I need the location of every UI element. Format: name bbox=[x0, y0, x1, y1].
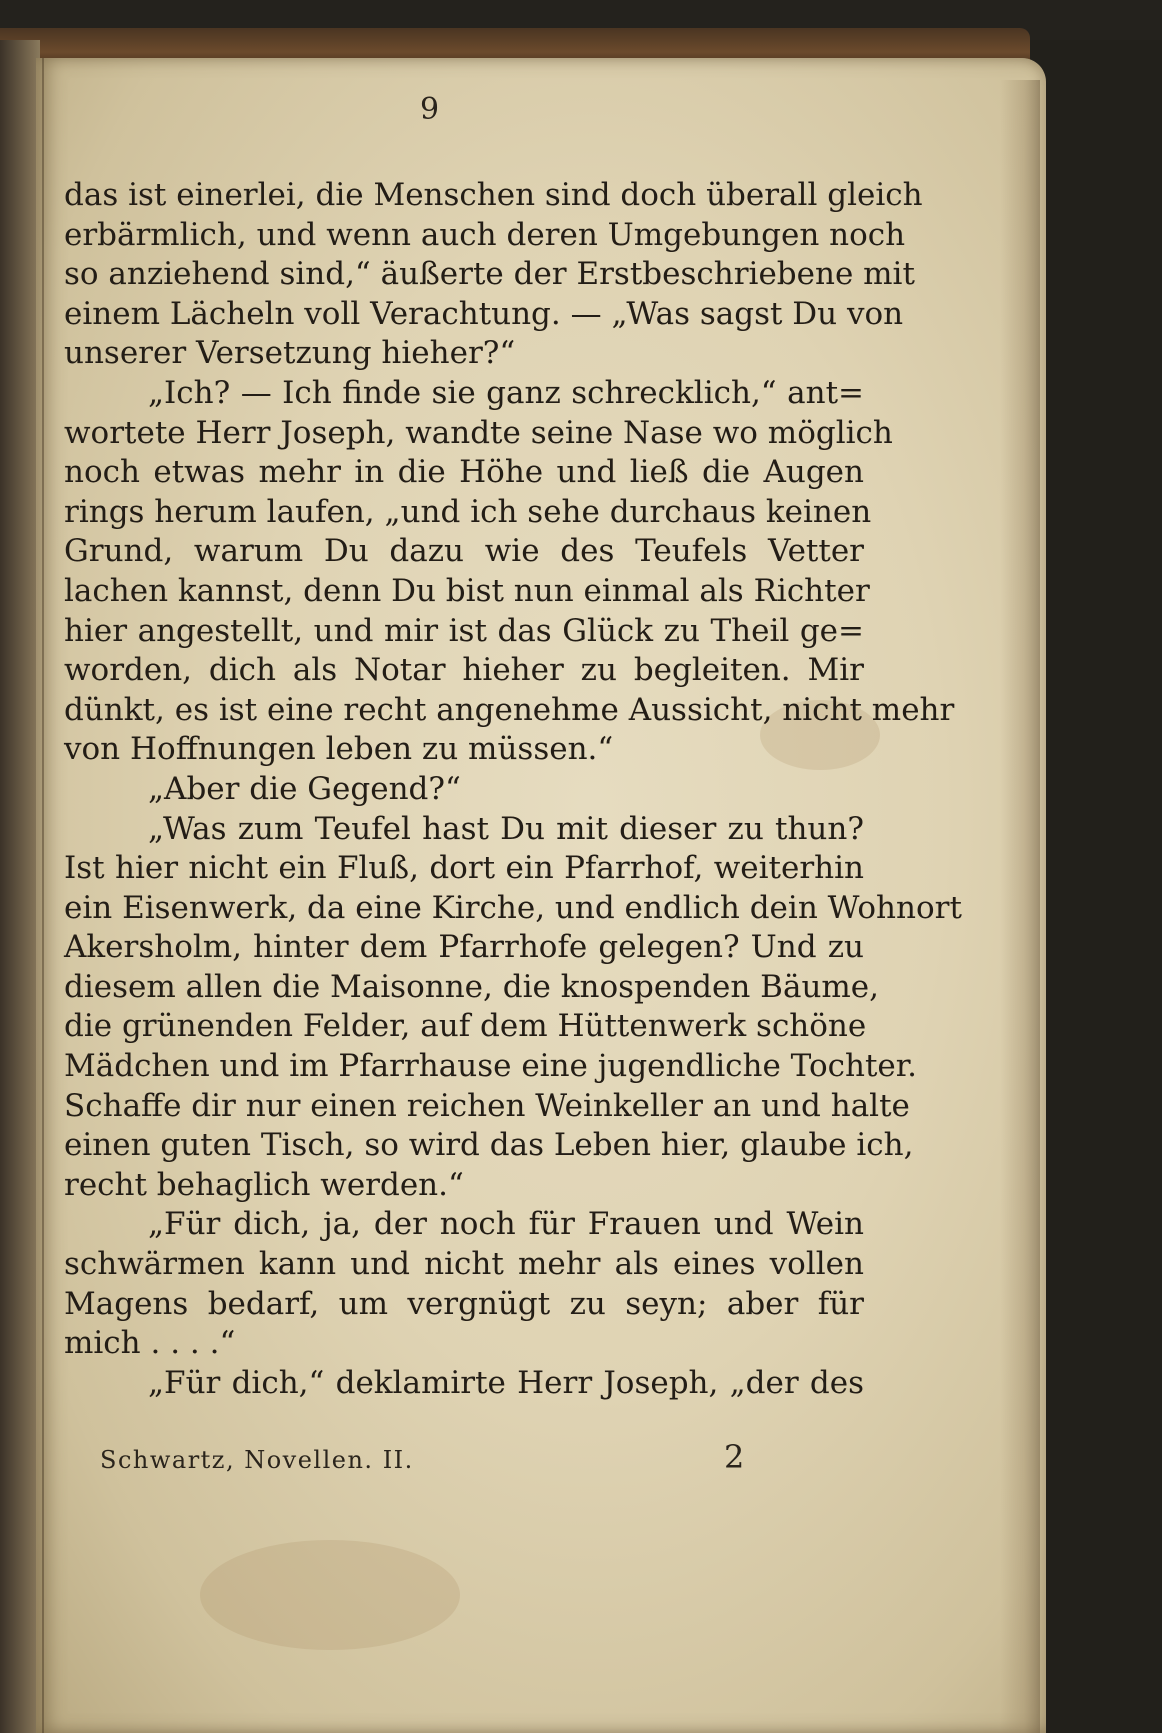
text-line: Akersholm, hinter dem Pfarrhofe gelegen? Und zu bbox=[64, 929, 864, 966]
text-line: Ist hier nicht ein Fluß, dort ein Pfarrhof, weiterhin bbox=[64, 850, 864, 887]
text-line: „Was zum Teufel hast Du mit dieser zu thun? bbox=[148, 810, 864, 847]
text-line: „Für dich, ja, der noch für Frauen und Wein bbox=[148, 1206, 864, 1243]
text-line: rings herum laufen, „und ich sehe durchaus keinen bbox=[64, 493, 872, 530]
page-footer bbox=[100, 1438, 860, 1478]
text-line: das ist einerlei, die Menschen sind doch überall gleich bbox=[64, 177, 923, 213]
gutter-line bbox=[42, 58, 44, 1733]
spine-shadow bbox=[0, 40, 40, 1733]
text-line: hier angestellt, und mir ist das Glück zu Theil ge= bbox=[64, 612, 864, 649]
text-line: unserer Versetzung hieher?“ bbox=[64, 335, 516, 372]
text-line: Grund, warum Du dazu wie des Teufels Vetter bbox=[64, 533, 864, 570]
text-line: so anziehend sind,“ äußerte der Erstbeschriebene mit bbox=[64, 256, 915, 293]
text-line: einem Lächeln voll Verachtung. — „Was sagst Du von bbox=[64, 295, 904, 332]
text-line: dünkt, es ist eine recht angenehme Aussicht, nicht mehr bbox=[64, 691, 955, 728]
text-line: ein Eisenwerk, da eine Kirche, und endlich dein Wohnort bbox=[64, 889, 962, 926]
page-number: 9 bbox=[420, 92, 440, 127]
text-line: schwärmen kann und nicht mehr als eines vollen bbox=[64, 1246, 864, 1283]
text-line: einen guten Tisch, so wird das Leben hier, glaube ich, bbox=[64, 1127, 914, 1164]
body-text bbox=[64, 176, 962, 1403]
page-edge-shadow bbox=[1000, 80, 1040, 1733]
paper-stain bbox=[200, 1540, 460, 1650]
text-line: recht behaglich werden.“ bbox=[64, 1166, 464, 1203]
text-line: Mädchen und im Pfarrhause eine jugendliche Tochter. bbox=[64, 1048, 918, 1085]
text-line: „Ich? — Ich finde sie ganz schrecklich,“ ant= bbox=[148, 374, 864, 411]
text-line: „Für dich,“ deklamirte Herr Joseph, „der des bbox=[148, 1364, 864, 1401]
text-line: mich . . . .“ bbox=[64, 1325, 236, 1362]
printer-signature: Schwartz, Novellen. II. bbox=[100, 1446, 414, 1474]
text-line: von Hoffnungen leben zu müssen.“ bbox=[64, 731, 614, 768]
text-line: die grünenden Felder, auf dem Hüttenwerk schöne bbox=[64, 1008, 867, 1045]
sheet-number: 2 bbox=[724, 1438, 745, 1476]
text-line: Magens bedarf, um vergnügt zu seyn; aber für bbox=[64, 1285, 864, 1322]
text-line: „Aber die Gegend?“ bbox=[148, 770, 461, 807]
text-line: wortete Herr Joseph, wandte seine Nase wo möglich bbox=[64, 414, 893, 451]
text-line: worden, dich als Notar hieher zu begleiten. Mir bbox=[64, 652, 864, 689]
text-line: lachen kannst, denn Du bist nun einmal als Richter bbox=[64, 572, 870, 609]
text-line: Schaffe dir nur einen reichen Weinkeller an und halte bbox=[64, 1087, 910, 1124]
text-line: erbärmlich, und wenn auch deren Umgebungen noch bbox=[64, 216, 906, 253]
text-line: noch etwas mehr in die Höhe und ließ die Augen bbox=[64, 454, 864, 491]
text-line: diesem allen die Maisonne, die knospenden Bäume, bbox=[64, 968, 880, 1005]
